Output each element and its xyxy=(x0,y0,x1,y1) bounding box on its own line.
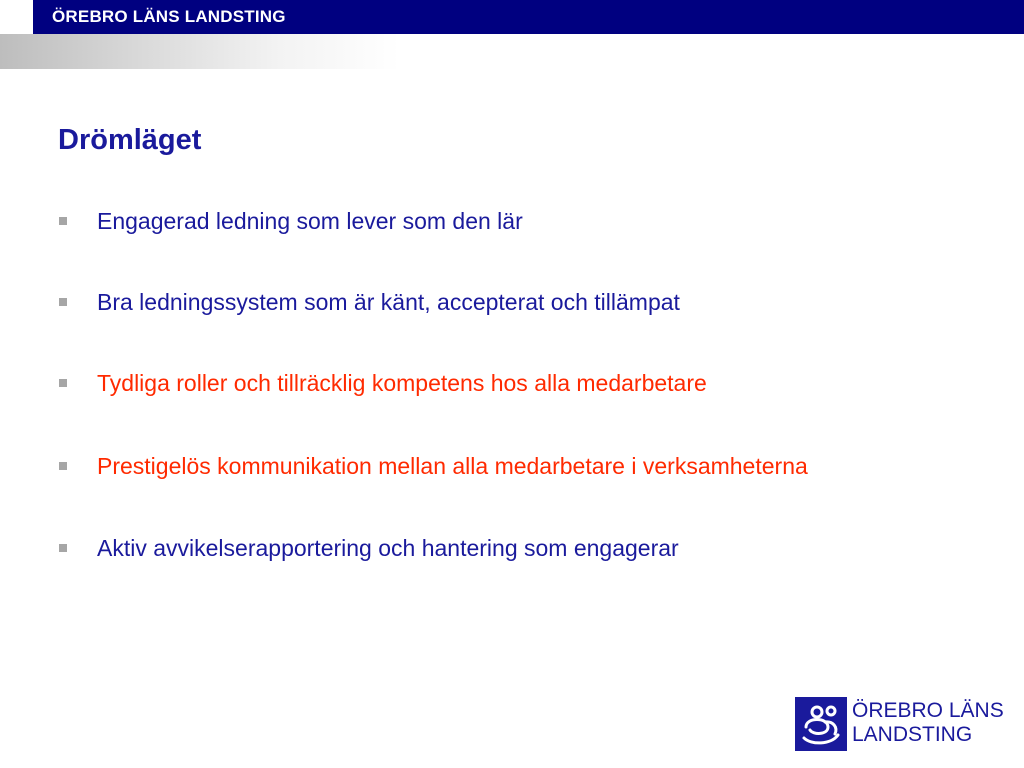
square-bullet-icon xyxy=(59,379,67,387)
square-bullet-icon xyxy=(59,462,67,470)
bullet-text: Prestigelös kommunikation mellan alla medarbetare i verksamheterna xyxy=(97,453,808,479)
square-bullet-icon xyxy=(59,298,67,306)
slide-title: Drömläget xyxy=(58,124,202,156)
logo-text-line1: ÖREBRO LÄNS xyxy=(852,699,1004,722)
landsting-emblem-icon xyxy=(795,697,847,751)
header-title: ÖREBRO LÄNS LANDSTING xyxy=(52,7,286,26)
square-bullet-icon xyxy=(59,544,67,552)
bullet-text: Aktiv avvikelserapportering och hantering som engagerar xyxy=(97,535,679,561)
square-bullet-icon xyxy=(59,217,67,225)
landsting-logo xyxy=(795,697,1015,753)
bullet-text: Bra ledningssystem som är känt, accepterat och tillämpat xyxy=(97,289,680,315)
bullet-text: Tydliga roller och tillräcklig kompetens hos alla medarbetare xyxy=(97,370,707,396)
logo-text-line2: LANDSTING xyxy=(852,723,973,746)
bullet-text: Engagerad ledning som lever som den lär xyxy=(97,208,523,234)
